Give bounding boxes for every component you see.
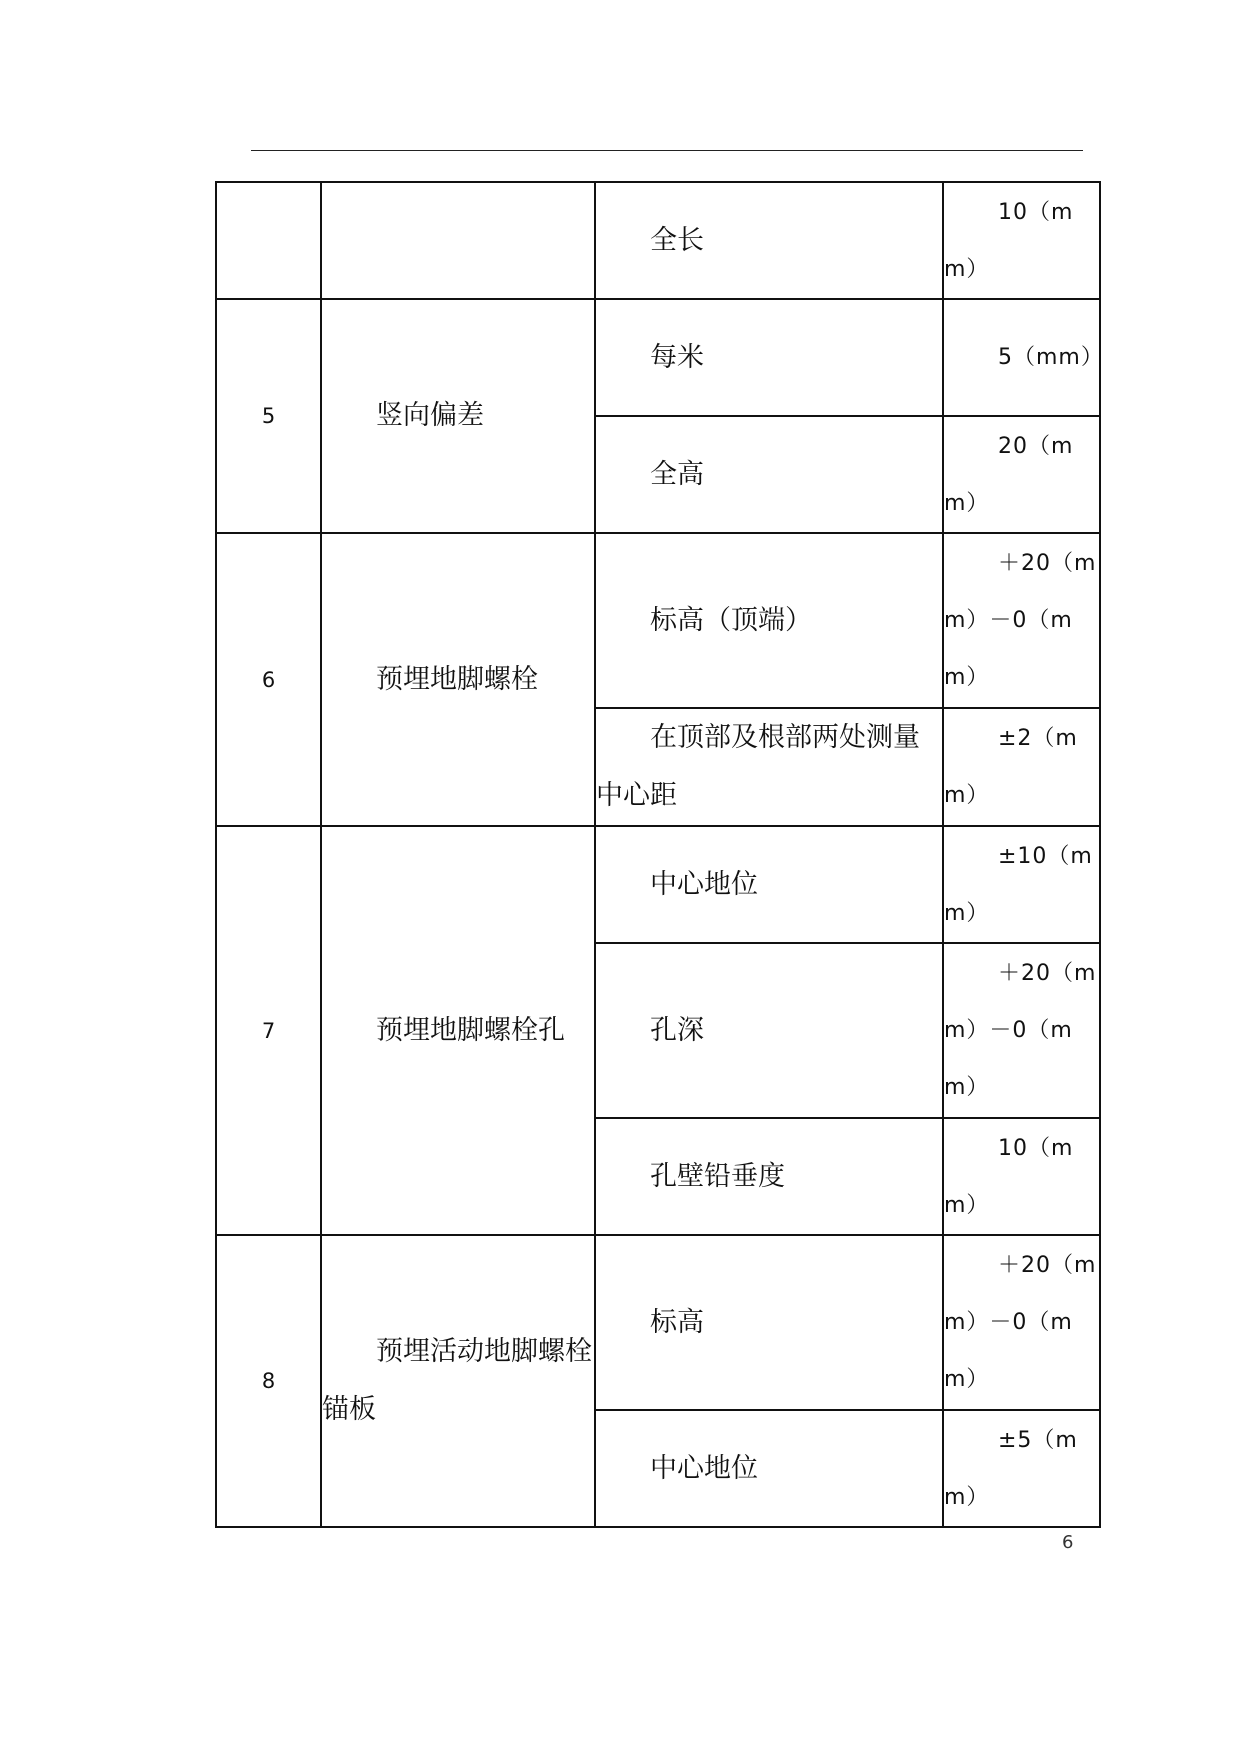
header-rule [251,150,1083,151]
sub-item-cell: 中心地位 [595,826,943,943]
tolerance-value-cell: ＋20（mm）－0（mm） [943,1235,1100,1410]
sub-item-cell: 标高 [595,1235,943,1410]
sub-item-cell: 孔深 [595,943,943,1118]
tolerance-value-cell: 5（mm） [943,299,1100,416]
tolerance-value-cell: ＋20（mm）－0（mm） [943,533,1100,708]
sub-item-cell: 每米 [595,299,943,416]
table-row [216,533,1100,708]
item-cell [321,182,595,299]
row-number-cell [216,182,321,299]
item-cell: 预埋地脚螺栓孔 [321,826,595,1235]
sub-item-cell: 中心地位 [595,1410,943,1527]
tolerance-table [215,181,1104,1528]
table-row [216,1235,1100,1410]
tolerance-value-cell: ±5（mm） [943,1410,1100,1527]
tolerance-value-cell: 10（mm） [943,182,1100,299]
sub-item-cell: 在顶部及根部两处测量中心距 [595,708,943,826]
sub-item-cell: 全高 [595,416,943,533]
item-cell: 竖向偏差 [321,299,595,533]
table-row [216,299,1100,416]
page-number: 6 [1062,1532,1074,1553]
tolerance-value-cell: ＋20（mm）－0（mm） [943,943,1100,1118]
sub-item-cell: 孔壁铅垂度 [595,1118,943,1235]
tolerance-value-cell: 20（mm） [943,416,1100,533]
item-cell: 预埋地脚螺栓 [321,533,595,826]
row-number-cell: 8 [216,1235,321,1527]
tolerance-value-cell: 10（mm） [943,1118,1100,1235]
sub-item-cell: 标高（顶端） [595,533,943,708]
row-number-cell: 5 [216,299,321,533]
row-number-cell: 7 [216,826,321,1235]
item-cell: 预埋活动地脚螺栓锚板 [321,1235,595,1527]
row-number-cell: 6 [216,533,321,826]
tolerance-value-cell: ±2（mm） [943,708,1100,826]
sub-item-cell: 全长 [595,182,943,299]
table-row [216,826,1100,943]
tolerance-value-cell: ±10（mm） [943,826,1100,943]
table-row [216,182,1100,299]
